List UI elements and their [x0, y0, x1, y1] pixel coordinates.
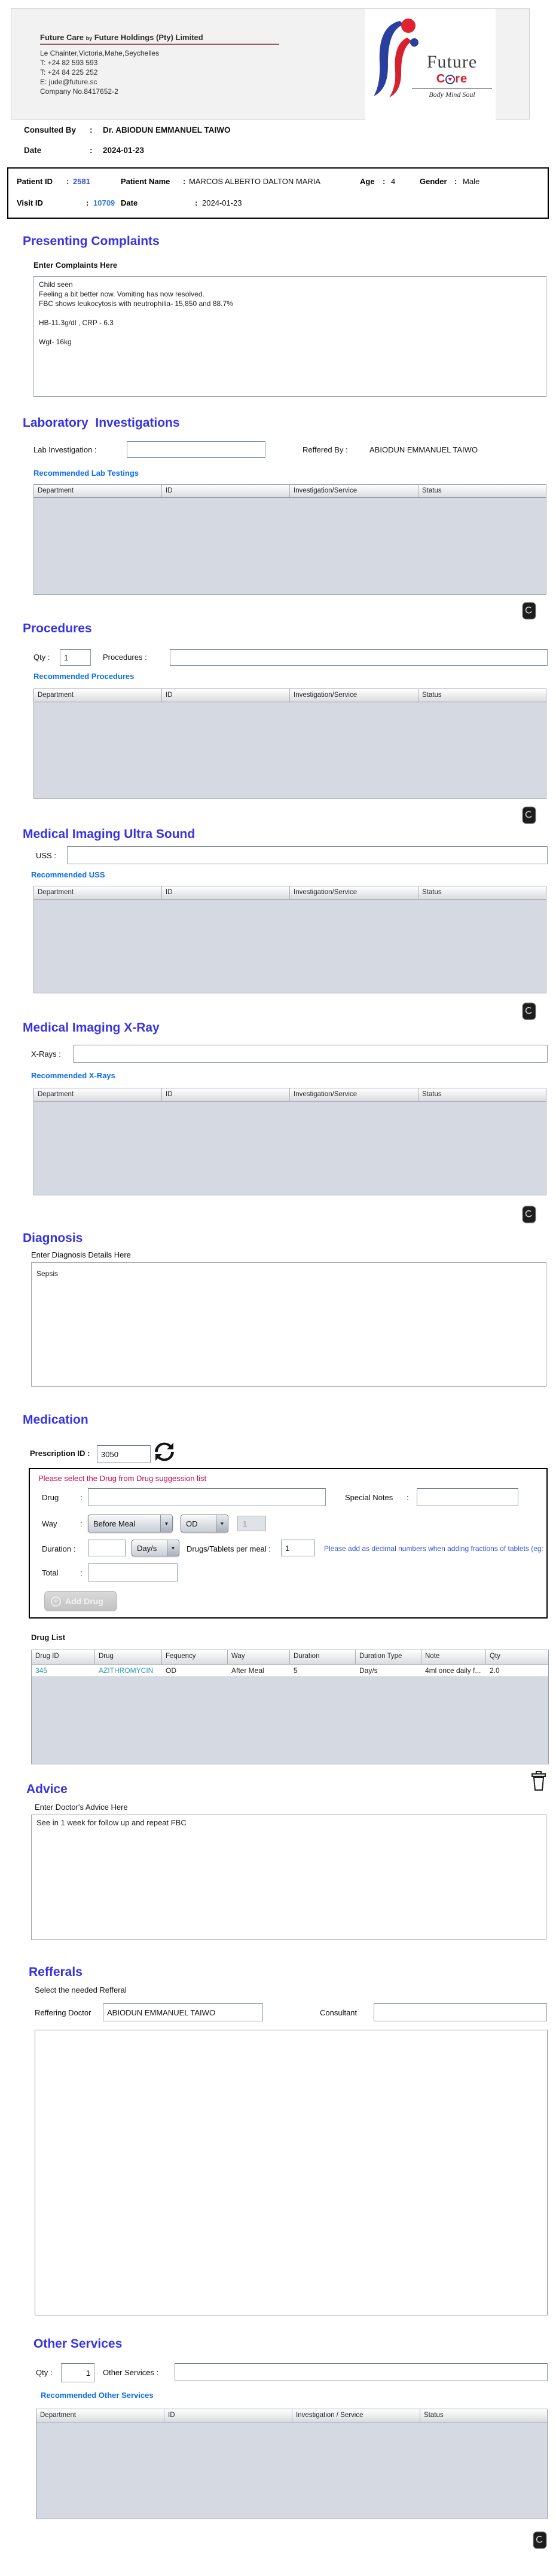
- drug-row-duration: 5: [294, 1666, 298, 1675]
- lab-investigation-label: Lab Investigation :: [33, 445, 97, 454]
- special-notes-colon: :: [407, 1493, 409, 1502]
- company-name-by: by: [85, 35, 93, 41]
- other-col-status: Status: [424, 2412, 444, 2419]
- logo-care-rest: re: [455, 72, 468, 85]
- company-name: [40, 33, 279, 42]
- dose-count-input: [237, 1516, 266, 1531]
- lab-col-service: Investigation/Service: [290, 485, 418, 497]
- drug-col-note: Note: [421, 1650, 486, 1664]
- gender-colon: :: [454, 177, 457, 186]
- visit-date-value: 2024-01-23: [202, 198, 242, 207]
- patient-info-bar: [7, 167, 549, 219]
- drug-col-way: Way: [228, 1650, 290, 1664]
- procedures-col-id: ID: [162, 689, 290, 702]
- per-meal-label: Drugs/Tablets per meal :: [187, 1544, 271, 1553]
- duration-type-value: Day/s: [137, 1543, 157, 1553]
- refresh-prescription-icon[interactable]: [154, 1442, 175, 1463]
- visit-id-label: Visit ID: [17, 198, 43, 207]
- company-info: [40, 33, 279, 96]
- way-colon: :: [80, 1519, 83, 1528]
- uss-col-department: Department: [34, 886, 162, 899]
- consulted-by-label: Consulted By: [24, 126, 77, 134]
- prescription-id-label: Prescription ID :: [30, 1449, 90, 1458]
- xray-col-service: Investigation/Service: [290, 1088, 418, 1101]
- section-title-refferals: Refferals: [29, 1965, 83, 1979]
- xray-table-header: [34, 1088, 546, 1102]
- drug-label: Drug: [42, 1493, 59, 1502]
- company-name-main: Future Care: [40, 33, 84, 42]
- company-phone-1: T: +24 82 593 593: [40, 59, 98, 67]
- drug-col-duration-type: Duration Type: [356, 1650, 421, 1664]
- patient-name-value: MARCOS ALBERTO DALTON MARIA: [189, 177, 321, 186]
- delete-other-services-icon[interactable]: [532, 2531, 548, 2550]
- visit-date-label: Date: [121, 198, 138, 207]
- drug-row-note: 4ml once daily f...: [425, 1666, 481, 1675]
- delete-xray-icon[interactable]: [521, 1205, 537, 1224]
- section-title-advice: Advice: [26, 1782, 68, 1796]
- visit-date-colon: :: [195, 198, 198, 207]
- logo-word-future: Future: [426, 52, 478, 72]
- company-header-card: [11, 8, 530, 120]
- section-title-xray: Medical Imaging X-Ray: [23, 1021, 160, 1035]
- reffered-by-value: ABIODUN EMMANUEL TAIWO: [369, 445, 478, 454]
- section-title-diagnosis: Diagnosis: [23, 1231, 83, 1245]
- refferal-listbox[interactable]: [35, 2030, 548, 2315]
- refferals-label: Select the needed Refferal: [35, 1985, 127, 1994]
- procedures-col-department: Department: [34, 689, 162, 702]
- delete-advice-icon[interactable]: [530, 1770, 548, 1792]
- chevron-down-icon: ▼: [160, 1515, 172, 1532]
- visit-id-colon: :: [86, 198, 89, 207]
- uss-table-header: [34, 886, 546, 900]
- patient-id-value: 2581: [73, 177, 90, 186]
- procedures-input[interactable]: [170, 649, 548, 666]
- age-colon: :: [383, 177, 386, 186]
- other-col-department: Department: [36, 2409, 164, 2422]
- per-meal-input[interactable]: [281, 1540, 315, 1556]
- company-name-underline: [40, 44, 279, 45]
- drug-input[interactable]: [88, 1488, 326, 1506]
- date-colon: :: [90, 146, 93, 155]
- consulted-by-colon: :: [90, 126, 93, 134]
- uss-col-id: ID: [162, 886, 290, 899]
- company-number: Company No.8417652-2: [40, 87, 118, 96]
- drug-col-duration: Duration: [290, 1650, 356, 1664]
- way-select[interactable]: [88, 1515, 173, 1532]
- other-qty-label: Qty :: [36, 2368, 53, 2377]
- reffered-by-label: Reffered By :: [303, 445, 348, 454]
- other-services-table: [36, 2409, 548, 2519]
- duration-type-select[interactable]: [132, 1540, 179, 1556]
- diagnosis-label: Enter Diagnosis Details Here: [31, 1250, 131, 1259]
- recommended-xray-link[interactable]: Recommended X-Rays: [31, 1071, 115, 1080]
- reffering-doctor-label: Reffering Doctor: [35, 2008, 91, 2017]
- drug-list-table: [31, 1650, 549, 1764]
- chevron-down-icon: ▼: [216, 1515, 228, 1532]
- company-phone-2: T: +24 84 225 252: [40, 68, 98, 77]
- section-title-other-services: Other Services: [33, 2337, 123, 2351]
- drug-row-id: 345: [35, 1666, 48, 1675]
- age-label: Age: [360, 177, 375, 186]
- advice-label: Enter Doctor's Advice Here: [35, 1803, 128, 1812]
- consultant-label: Consultant: [320, 2008, 358, 2017]
- futurecare-logo: [365, 9, 496, 120]
- complaints-label: Enter Complaints Here: [33, 261, 118, 270]
- procedures-qty-input[interactable]: [60, 649, 91, 666]
- recommended-uss-link[interactable]: Recommended USS: [31, 870, 105, 879]
- reffering-doctor-input[interactable]: [103, 2003, 263, 2021]
- company-email: E: jude@future.sc: [40, 78, 97, 86]
- delete-uss-icon[interactable]: [521, 1002, 537, 1021]
- chevron-down-icon: ▼: [167, 1540, 179, 1556]
- other-col-service: Investigation / Service: [292, 2409, 420, 2422]
- procedures-table: [33, 689, 546, 799]
- heart-icon: ♥: [445, 75, 455, 84]
- uss-table: [33, 886, 546, 993]
- duration-input[interactable]: [88, 1540, 126, 1556]
- lab-testings-table: [33, 484, 546, 595]
- other-services-label: Other Services :: [103, 2368, 159, 2377]
- gender-label: Gender: [420, 177, 447, 186]
- total-input[interactable]: [88, 1564, 178, 1581]
- xray-col-department: Department: [34, 1088, 162, 1101]
- procedures-qty-label: Qty :: [33, 653, 50, 662]
- complaints-textarea[interactable]: [33, 276, 546, 397]
- section-title-medication: Medication: [23, 1413, 88, 1427]
- recommended-lab-testings-link[interactable]: Recommended Lab Testings: [33, 469, 139, 478]
- total-label: Total: [42, 1568, 59, 1577]
- gender-value: Male: [463, 177, 480, 186]
- drug-suggestion-warning: Please select the Drug from Drug suggession list: [38, 1474, 207, 1483]
- section-title-ultrasound: Medical Imaging Ultra Sound: [23, 827, 195, 841]
- lab-table-header: [34, 485, 546, 498]
- drug-col-id: Drug ID: [32, 1650, 95, 1664]
- drug-row-drug: AZITHROMYCIN: [99, 1666, 154, 1675]
- lab-investigation-input[interactable]: [127, 441, 265, 458]
- duration-label: Duration :: [42, 1544, 76, 1553]
- drug-row-qty: 2.0: [490, 1666, 500, 1675]
- drug-colon: :: [80, 1493, 83, 1502]
- section-title-procedures: Procedures: [23, 622, 92, 635]
- drug-row-frequency: OD: [166, 1666, 176, 1675]
- xray-label: X-Rays :: [31, 1050, 61, 1058]
- drug-col-qty: Qty: [490, 1653, 500, 1660]
- logo-care-c: C: [436, 72, 446, 85]
- total-colon: :: [80, 1568, 83, 1577]
- age-value: 4: [391, 177, 396, 186]
- logo-word-care: [412, 72, 492, 86]
- decimal-hint-text: Please add as decimal numbers when adding fractions of tablets (eg:: [324, 1544, 543, 1553]
- recommended-procedures-link[interactable]: Recommended Procedures: [33, 672, 135, 681]
- drug-list-row[interactable]: [32, 1665, 548, 1676]
- drug-row-way: After Meal: [231, 1666, 264, 1675]
- uss-col-status: Status: [422, 889, 442, 896]
- xray-input[interactable]: [73, 1045, 548, 1063]
- drug-col-drug: Drug: [95, 1650, 162, 1664]
- company-address: Le Chainter,Victoria,Mahe,Seychelles: [40, 49, 160, 57]
- way-select-value: Before Meal: [93, 1519, 136, 1528]
- other-col-id: ID: [164, 2409, 292, 2422]
- add-drug-button[interactable]: [44, 1591, 117, 1611]
- xray-table: [33, 1088, 546, 1195]
- delete-lab-icon[interactable]: [521, 601, 537, 620]
- recommended-other-services-link[interactable]: Recommended Other Services: [41, 2391, 154, 2400]
- uss-label: USS :: [36, 851, 56, 860]
- consulted-by-value: Dr. ABIODUN EMMANUEL TAIWO: [103, 126, 231, 134]
- uss-input[interactable]: [67, 846, 548, 864]
- other-table-header: [36, 2409, 547, 2422]
- lab-col-department: Department: [34, 485, 162, 497]
- drug-list-label: Drug List: [31, 1633, 66, 1642]
- other-qty-input[interactable]: [61, 2363, 94, 2382]
- special-notes-input[interactable]: [417, 1488, 518, 1506]
- consultant-input[interactable]: [374, 2003, 547, 2021]
- prescription-id-input[interactable]: [97, 1445, 151, 1463]
- drug-entry-panel: [29, 1468, 548, 1619]
- xray-col-id: ID: [162, 1088, 290, 1101]
- drug-col-frequency: Fequency: [162, 1650, 228, 1664]
- procedures-label: Procedures :: [103, 653, 147, 662]
- section-title-laboratory: Laboratory Investigations: [23, 416, 180, 430]
- xray-col-status: Status: [422, 1091, 442, 1098]
- logo-tagline: Body Mind Soul: [412, 88, 492, 99]
- section-title-presenting-complaints: Presenting Complaints: [23, 234, 160, 248]
- date-label: Date: [24, 146, 42, 155]
- patient-name-label: Patient Name: [121, 177, 170, 186]
- futurecare-logo-text: [412, 52, 492, 99]
- visit-id-value: 10709: [93, 198, 115, 207]
- drug-row-duration-type: Day/s: [359, 1666, 378, 1675]
- frequency-select[interactable]: [181, 1515, 228, 1532]
- patient-id-label: Patient ID: [17, 177, 53, 186]
- lab-col-id: ID: [162, 485, 290, 497]
- lab-col-status: Status: [422, 487, 442, 494]
- way-label: Way: [42, 1519, 57, 1528]
- company-name-rest: Future Holdings (Pty) Limited: [94, 33, 203, 42]
- uss-col-service: Investigation/Service: [290, 886, 418, 899]
- date-value: 2024-01-23: [103, 146, 145, 155]
- patient-id-colon: :: [66, 177, 69, 186]
- other-services-input[interactable]: [175, 2363, 548, 2381]
- special-notes-label: Special Notes: [345, 1493, 393, 1502]
- diagnosis-textarea[interactable]: [31, 1262, 546, 1387]
- procedures-col-status: Status: [422, 692, 442, 699]
- plus-icon: +: [51, 1596, 61, 1607]
- delete-procedures-icon[interactable]: [521, 806, 537, 825]
- frequency-select-value: OD: [186, 1519, 198, 1528]
- procedures-table-header: [34, 689, 546, 702]
- drug-list-header: [32, 1650, 548, 1665]
- advice-textarea[interactable]: [31, 1815, 546, 1940]
- add-drug-label: Add Drug: [65, 1596, 103, 1606]
- procedures-col-service: Investigation/Service: [290, 689, 418, 702]
- patient-name-colon: :: [183, 177, 186, 186]
